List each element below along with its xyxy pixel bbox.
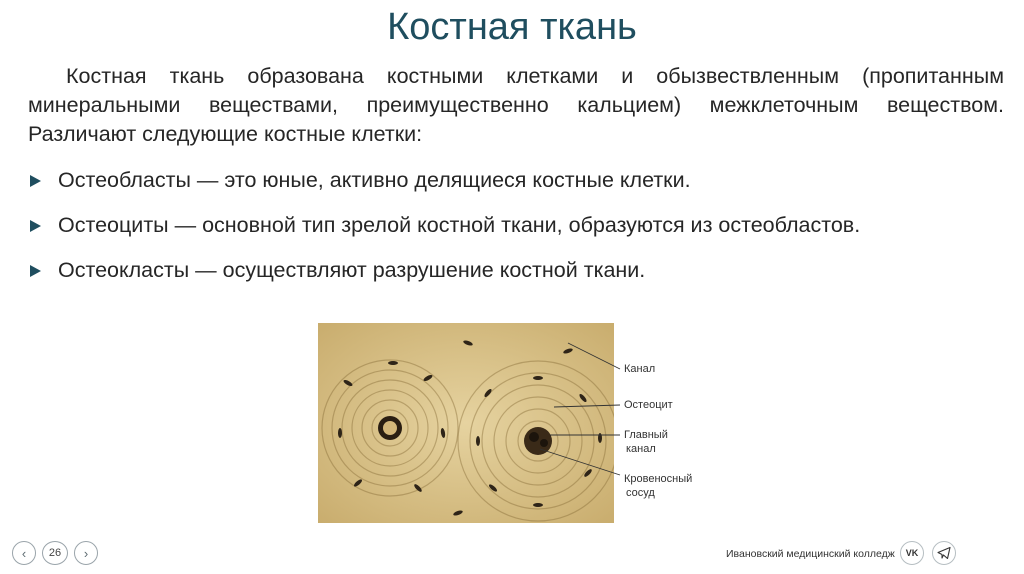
label-main-canal-line2: канал (626, 443, 656, 455)
bullet-arrow-icon (30, 220, 41, 232)
bullet-arrow-icon (30, 265, 41, 277)
bone-tissue-figure (318, 323, 718, 523)
slide-title: Костная ткань (387, 6, 637, 48)
bullet-text: Остеокласты — осуществляют разрушение костной ткани. (58, 258, 646, 282)
bullet-text: Остеоциты — основной тип зрелой костной ткани, образуются из остеобластов. (58, 213, 861, 237)
page-number: 26 (42, 541, 68, 565)
slide-navigation (12, 540, 98, 566)
bullet-osteoclasts (28, 256, 1004, 285)
vk-icon: VK (905, 548, 919, 558)
intro-paragraph: Костная ткань образована костными клетками и обызвествленным (пропитанным минеральными веществами, преимущественно кальцием) межклеточным веществом. Различают следующие костные клетки: (28, 64, 1004, 146)
organization-name: Ивановский медицинский колледж (726, 548, 895, 560)
label-osteocyte: Остеоцит (624, 399, 673, 411)
telegram-icon (937, 546, 951, 560)
previous-slide-button[interactable] (12, 541, 36, 565)
chevron-left-icon: ‹ (21, 545, 27, 561)
label-blood-vessel-line2: сосуд (626, 487, 655, 499)
label-canal: Канал (624, 363, 656, 375)
next-slide-button[interactable] (74, 541, 98, 565)
bullet-osteoblasts (28, 166, 1004, 195)
bullet-arrow-icon (30, 175, 41, 187)
telegram-share-button[interactable] (932, 541, 956, 565)
chevron-right-icon: › (83, 545, 89, 561)
bullet-text: Остеобласты — это юные, активно делящиеся костные клетки. (58, 168, 691, 192)
bullet-osteocytes (28, 211, 1004, 240)
bullet-list (28, 166, 1004, 285)
label-blood-vessel-line1: Кровеносный (624, 473, 693, 485)
vk-share-button[interactable] (900, 541, 924, 565)
label-main-canal-line1: Главный (624, 429, 668, 441)
figure-leader-lines (318, 323, 718, 523)
